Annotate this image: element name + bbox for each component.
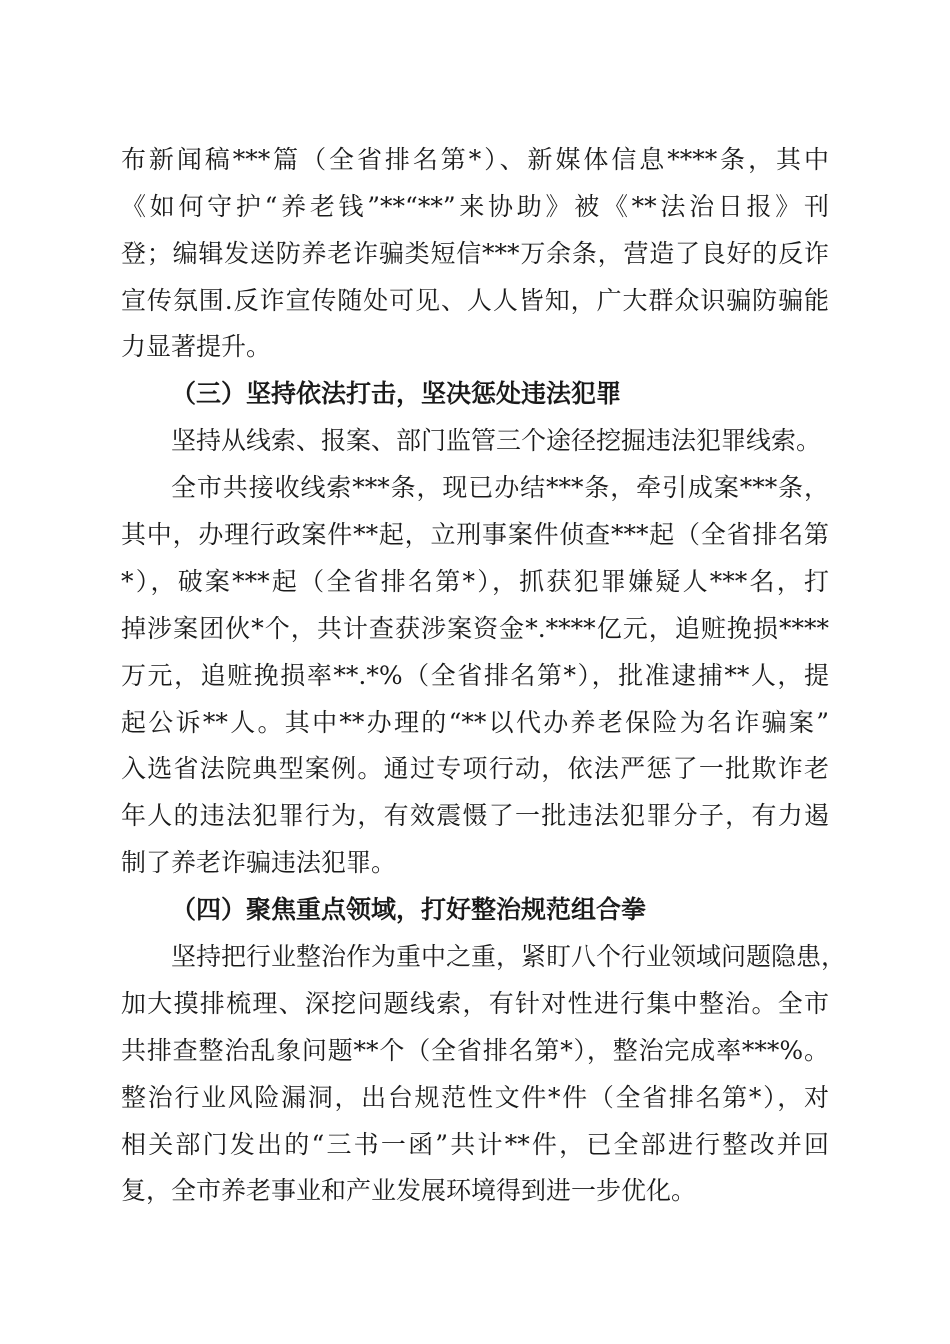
paragraph-line: 宣传氛围.反诈宣传随处可见、人人皆知，广大群众识骗防骗能 bbox=[121, 286, 829, 315]
paragraph-line: 坚持把行业整治作为重中之重，紧盯八个行业领域问题隐患， bbox=[171, 942, 847, 971]
paragraph-line: 起公诉**人。其中**办理的“**以代办养老保险为名诈骗案” bbox=[121, 708, 829, 737]
paragraph-line: 年人的违法犯罪行为，有效震慑了一批违法犯罪分子，有力遏 bbox=[121, 801, 829, 830]
paragraph-line: 共排查整治乱象问题**个（全省排名第*），整治完成率***%。 bbox=[121, 1036, 829, 1065]
paragraph-line: 制了养老诈骗违法犯罪。 bbox=[121, 848, 397, 877]
paragraph-line: 加大摸排梳理、深挖问题线索，有针对性进行集中整治。全市 bbox=[121, 989, 829, 1018]
paragraph-line: 《如何守护“养老钱”**“**”来协助》被《**法治日报》刊 bbox=[121, 192, 829, 221]
paragraph-line: 整治行业风险漏洞，出台规范性文件*件（全省排名第*），对 bbox=[121, 1083, 829, 1112]
section-heading: （三）坚持依法打击，坚决惩处违法犯罪 bbox=[171, 379, 622, 408]
paragraph-line: 复，全市养老事业和产业发展环境得到进一步优化。 bbox=[121, 1176, 697, 1205]
paragraph-line: 力显著提升。 bbox=[121, 332, 272, 361]
paragraph-line: *），破案***起（全省排名第*），抓获犯罪嫌疑人***名，打 bbox=[121, 567, 829, 596]
paragraph-line: 万元，追赃挽损率**.*%（全省排名第*），批准逮捕**人，提 bbox=[121, 661, 829, 690]
paragraph-line: 入选省法院典型案例。通过专项行动，依法严惩了一批欺诈老 bbox=[121, 754, 829, 783]
section-heading: （四）聚焦重点领域，打好整治规范组合拳 bbox=[171, 895, 647, 924]
paragraph-line: 其中，办理行政案件**起，立刑事案件侦查***起（全省排名第 bbox=[121, 520, 829, 549]
paragraph-line: 相关部门发出的“三书一函”共计**件，已全部进行整改并回 bbox=[121, 1130, 829, 1159]
paragraph-line: 掉涉案团伙*个，共计查获涉案资金*.****亿元，追赃挽损**** bbox=[121, 614, 829, 643]
paragraph-line: 登；编辑发送防养老诈骗类短信***万余条，营造了良好的反诈 bbox=[121, 239, 829, 268]
paragraph-line: 全市共接收线索***条，现已办结***条，牵引成案***条， bbox=[171, 473, 829, 502]
paragraph-line: 坚持从线索、报案、部门监管三个途径挖掘违法犯罪线索。 bbox=[171, 426, 822, 455]
paragraph-line: 布新闻稿***篇（全省排名第*）、新媒体信息****条，其中 bbox=[121, 145, 829, 174]
